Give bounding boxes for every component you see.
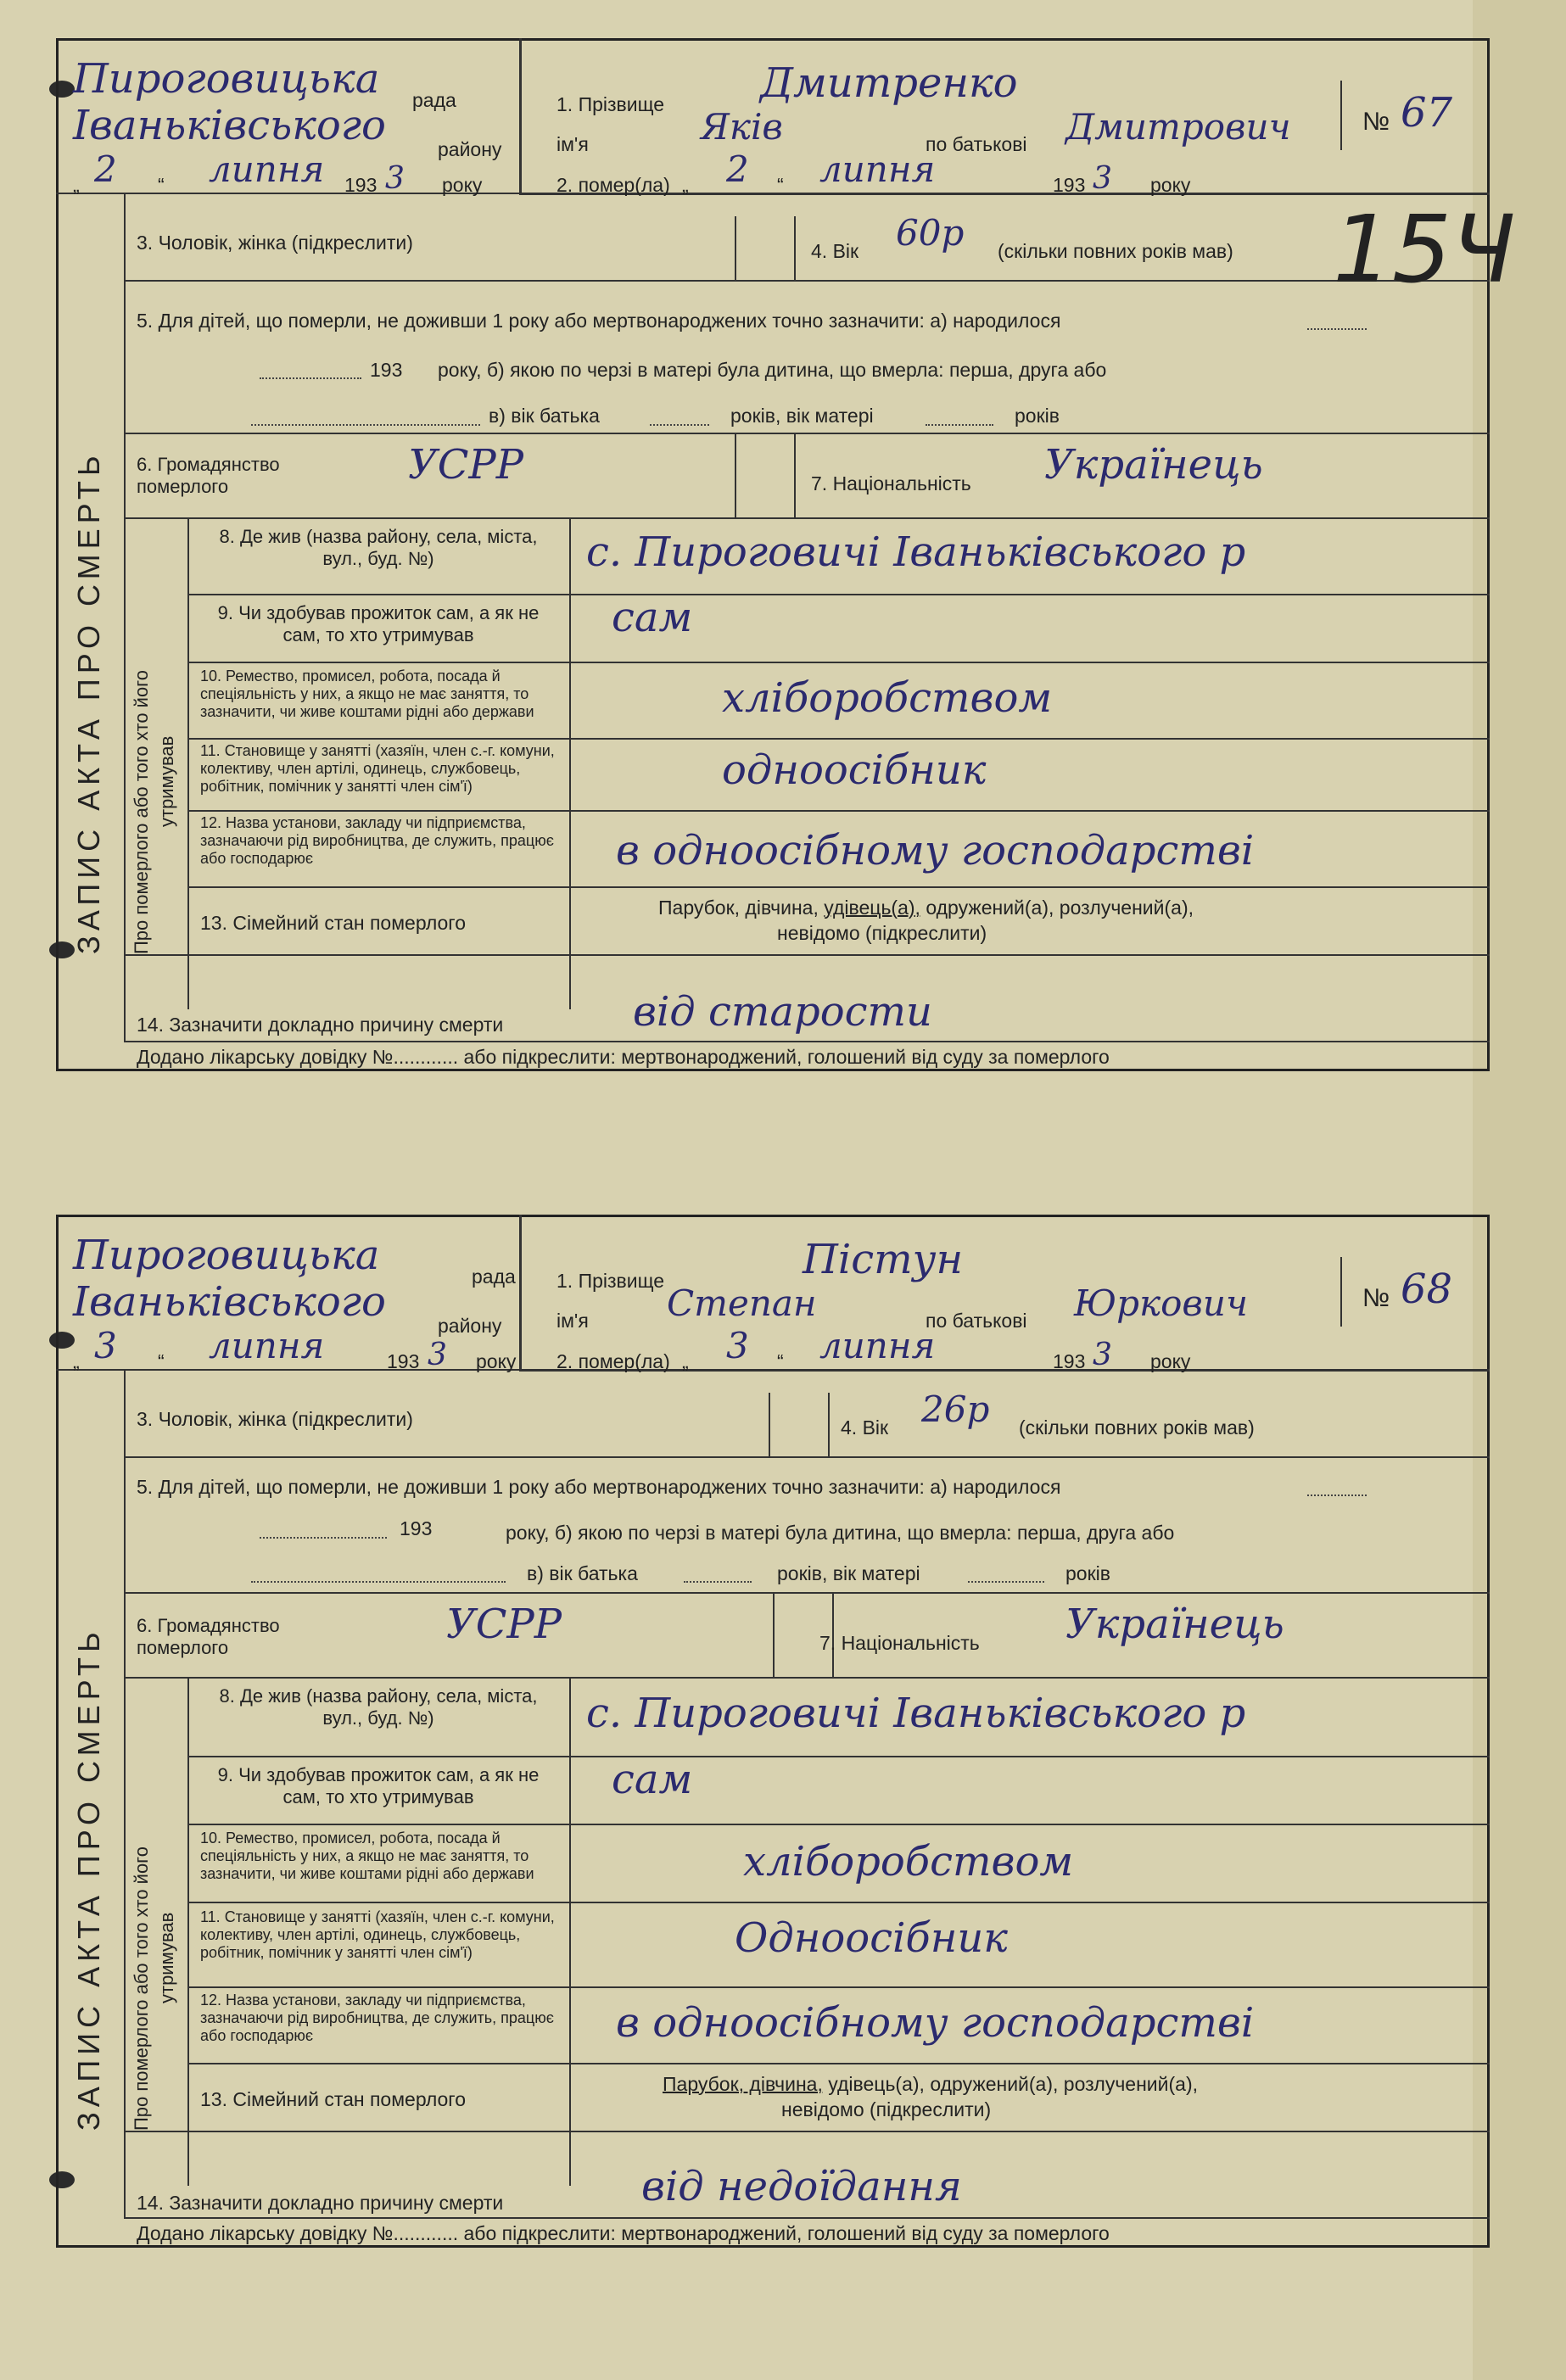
surname-value: Пістун (803, 1236, 964, 1283)
margin-note: 15Ч (1333, 195, 1516, 304)
death-year-digit: 3 (1093, 1338, 1112, 1372)
livelihood-value: сам (612, 594, 693, 641)
rayon-value: Іваньківського (73, 102, 386, 149)
status-value: одноосібник (722, 746, 987, 794)
day-value: 3 (94, 1325, 117, 1366)
side-title: ЗАПИС АКТА ПРО СМЕРТЬ (71, 450, 106, 954)
q7-label: 7. Національність (811, 472, 971, 494)
q5-line3-b: років, вік матері (777, 1562, 920, 1584)
q5-line2: року, б) якою по черзі в матері була дитина, що вмерла: перша, друга або (438, 359, 1107, 381)
q5-line3-b: років, вік матері (730, 405, 874, 427)
side-sub-2: утримував (156, 735, 177, 827)
q5-193: 193 (400, 1517, 433, 1539)
footer-label: Додано лікарську довідку №............ або підкреслити: мертвонароджений, голошений від суду за померлого (137, 1046, 1110, 1068)
side-sub-1: Про померлого або того хто його (131, 1846, 152, 2131)
number-label: № (1362, 108, 1390, 136)
death-day-value: 3 (726, 1325, 749, 1366)
q5-193: 193 (370, 359, 403, 381)
q5-line3-c: років (1065, 1562, 1110, 1584)
q5-line1: 5. Для дітей, що померли, не доживши 1 року або мертвонароджених точно зазначити: а) народилося (137, 310, 1061, 332)
q6-label: 6. Громадянство померлого (137, 1615, 280, 1658)
day-value: 2 (94, 148, 117, 190)
q13-selected-option: Парубок, дівчина, (663, 2073, 823, 2095)
citizenship-value: УСРР (446, 1601, 562, 1648)
q4-suffix: (скільки повних років мав) (998, 240, 1233, 262)
cause-value: від недоїдання (641, 2163, 962, 2210)
nationality-value: Українець (1044, 441, 1263, 489)
q3-label: 3. Чоловік, жінка (підкреслити) (137, 1408, 413, 1430)
name-label: ім'я (556, 133, 589, 155)
q5-line3-c: років (1015, 405, 1060, 427)
age-value: 26р (921, 1388, 990, 1430)
q11-label: 11. Становище у занятті (хазяїн, член с.-г. комуни, колективу, член артілі, одинець, службовець, робітник, помічник у занятті член сім'ї) (200, 1908, 555, 1961)
q13-note: невідомо (підкреслити) (781, 2098, 992, 2120)
residence-value: с. Пироговичі Іваньківського р (586, 1690, 1246, 1737)
q5-line1: 5. Для дітей, що померли, не доживши 1 року або мертвонароджених точно зазначити: а) народилося (137, 1476, 1061, 1498)
q5-line3-a: в) вік батька (489, 405, 600, 427)
rayon-label: району (438, 1315, 502, 1337)
number-label: № (1362, 1284, 1390, 1312)
side-title: ЗАПИС АКТА ПРО СМЕРТЬ (71, 1627, 106, 2131)
rayon-label: району (438, 138, 502, 160)
death-date-label: 2. помер(ла) (556, 174, 670, 196)
q13-label: 13. Сімейний стан померлого (200, 912, 466, 934)
q13-label: 13. Сімейний стан померлого (200, 2088, 466, 2110)
q13-note: невідомо (підкреслити) (777, 922, 987, 944)
side-sub-2: утримував (156, 1912, 177, 2003)
occupation-value: хліборобством (743, 1838, 1074, 1886)
q12-label: 12. Назва установи, закладу чи підприємства, зазначаючи рід виробництва, де служить, працює або господарює (200, 814, 554, 867)
surname-value: Дмитренко (760, 59, 1018, 107)
name-label: ім'я (556, 1310, 589, 1332)
q7-label: 7. Національність (819, 1632, 980, 1654)
death-year-digit: 3 (1093, 161, 1112, 196)
year-prefix: 193 (387, 1350, 420, 1372)
age-value: 60р (896, 212, 965, 254)
q3-label: 3. Чоловік, жінка (підкреслити) (137, 232, 413, 254)
record-number: 68 (1401, 1265, 1453, 1313)
year-prefix: 193 (344, 174, 378, 196)
patronymic-value: Дмитрович (1065, 106, 1291, 148)
month-value: липня (209, 148, 325, 190)
patronymic-label: по батькові (926, 1310, 1027, 1332)
surname-label: 1. Прізвище (556, 93, 665, 115)
nationality-value: Українець (1065, 1601, 1284, 1648)
q6-label: 6. Громадянство померлого (137, 454, 280, 497)
month-value: липня (209, 1325, 325, 1366)
death-roku-label: року (1150, 174, 1191, 196)
footer-label: Додано лікарську довідку №............ або підкреслити: мертвонароджений, голошений від суду за померлого (137, 2222, 1110, 2244)
q12-label: 12. Назва установи, закладу чи підприємства, зазначаючи рід виробництва, де служить, працює або господарює (200, 1992, 554, 2044)
rayon-value: Іваньківського (73, 1278, 386, 1326)
death-day-value: 2 (726, 148, 749, 190)
death-record-form-1: Пироговицька рада Іваньківського району „ 2 “ липня 193 3 року 1. Прізвище Дмитренко ім'я Яків по батькові Дмитрович 2. помер(ла) „ 2 “ липня 193 3 року № 67 3. Чоловік, жінка (підкреслити) 4. Вік 60р (скільки повних років мав) 15Ч 5. Для дітей, що померли, не доживши 1 року або мертвонароджених точно зазначити: а) народилося 193 року, б) якою по черзі в матері була дитина, що вмерла: перша, друга або в) вік батька років, вік матері років 6. Громадянство померлого УСРР 7. Національність Українець 8. Де жив (назва району, села, міста, вул., буд. №) с. Пироговичі Іваньківського р 9. Чи здобував прожиток сам, а як не сам, то хто утримував сам 10. Ремество, промисел, робота, посада й спеціяльність у них, а якщо не має заняття, то зазначити, чи живе коштами рідні або держави хліборобством 11. Становище у занятті (хазяїн, член с.-г. комуни, колективу, член артілі, одинець, службовець, робітник, помічник у занятті член сім'ї) одноосібник 12. Назва установи, закладу чи підприємства, зазначаючи рід виробництва, де служить, працює або господарює в одноосібному господарстві 13. Сімейний стан померлого Парубок, дівчина, удівець(а), одружений(а), розлучений(а), невідомо (підкреслити) 14. Зазначити докладно причину смерти від старости Додано лікарську довідку №............ або підкреслити: мертвонароджений, голошений від суду за померлого ЗАПИС АКТА ПРО СМЕРТЬ Про померлого або того хто його утримував (56, 38, 1490, 1071)
q10-label: 10. Ремество, промисел, робота, посада й спеціяльність у них, а якщо не має заняття, то зазначити, чи живе коштами рідні або держави (200, 1830, 534, 1882)
year-digit: 3 (385, 161, 405, 196)
death-date-label: 2. помер(ла) (556, 1350, 670, 1372)
rada-value: Пироговицька (73, 1232, 380, 1279)
q14-label: 14. Зазначити докладно причину смерти (137, 1014, 504, 1036)
roku-label: року (476, 1350, 517, 1372)
q4-label: 4. Вік (811, 240, 859, 262)
rada-label: рада (472, 1265, 516, 1288)
death-record-form-2: Пироговицька рада Іваньківського району „ 3 “ липня 193 3 року 1. Прізвище Пістун ім'я Степан по батькові Юркович 2. помер(ла) „ 3 “ липня 193 3 року № 68 3. Чоловік, жінка (підкреслити) 4. Вік 26р (скільки повних років мав) 5. Для дітей, що померли, не доживши 1 року або мертвонароджених точно зазначити: а) народилося 193 року, б) якою по черзі в матері була дитина, що вмерла: перша, друга або в) вік батька років, вік матері років 6. Громадянство померлого УСРР 7. Національність Українець 8. Де жив (назва району, села, міста, вул., буд. №) с. Пироговичі Іваньківського р 9. Чи здобував прожиток сам, а як не сам, то хто утримував сам 10. Ремество, промисел, робота, посада й спеціяльність у них, а якщо не має заняття, то зазначити, чи живе коштами рідні або держави хліборобством 11. Становище у занятті (хазяїн, член с.-г. комуни, колективу, член артілі, одинець, службовець, робітник, помічник у занятті член сім'ї) Одноосібник 12. Назва установи, закладу чи підприємства, зазначаючи рід виробництва, де служить, працює або господарює в одноосібному господарстві 13. Сімейний стан померлого Парубок, дівчина, удівець(а), одружений(а), розлучений(а), невідомо (підкреслити) 14. Зазначити докладно причину смерти від недоїдання Додано лікарську довідку №............ або підкреслити: мертвонароджений, голошений від суду за померлого ЗАПИС АКТА ПРО СМЕРТЬ Про померлого або того хто його утримував (56, 1215, 1490, 2248)
q13-options: Парубок, дівчина, удівець(а), одружений(а), розлучений(а), (663, 2073, 1198, 2095)
livelihood-value: сам (612, 1756, 693, 1803)
status-value: Одноосібник (735, 1914, 1008, 1962)
q4-suffix: (скільки повних років мав) (1019, 1416, 1255, 1439)
residence-value: с. Пироговичі Іваньківського р (586, 528, 1246, 576)
q13-selected-option: удівець(а), (824, 897, 920, 919)
workplace-value: в одноосібному господарстві (616, 1999, 1255, 2047)
citizenship-value: УСРР (408, 441, 524, 489)
patronymic-label: по батькові (926, 133, 1027, 155)
q11-label: 11. Становище у занятті (хазяїн, член с.-г. комуни, колективу, член артілі, одинець, службовець, робітник, помічник у занятті член сім'ї) (200, 742, 555, 795)
q4-label: 4. Вік (841, 1416, 889, 1439)
name-value: Степан (667, 1282, 817, 1324)
side-sub-1: Про померлого або того хто його (131, 670, 152, 954)
workplace-value: в одноосібному господарстві (616, 827, 1255, 874)
roku-label: року (442, 174, 483, 196)
rada-value: Пироговицька (73, 55, 380, 103)
q10-label: 10. Ремество, промисел, робота, посада й спеціяльність у них, а якщо не має заняття, то зазначити, чи живе коштами рідні або держави (200, 668, 534, 720)
death-roku-label: року (1150, 1350, 1191, 1372)
death-month-value: липня (819, 1325, 936, 1366)
surname-label: 1. Прізвище (556, 1270, 665, 1292)
q5-line3-a: в) вік батька (527, 1562, 638, 1584)
death-year-prefix: 193 (1053, 174, 1086, 196)
q8-label: 8. Де жив (назва району, села, міста, вул., буд. №) (219, 526, 538, 569)
name-value: Яків (701, 106, 783, 148)
q14-label: 14. Зазначити докладно причину смерти (137, 2192, 504, 2214)
cause-value: від старости (633, 988, 932, 1036)
occupation-value: хліборобством (722, 674, 1053, 722)
record-number: 67 (1401, 89, 1453, 137)
q9-label: 9. Чи здобував прожиток сам, а як не сам, то хто утримував (217, 1764, 540, 1807)
death-year-prefix: 193 (1053, 1350, 1086, 1372)
q9-label: 9. Чи здобував прожиток сам, а як не сам, то хто утримував (217, 602, 540, 645)
q5-line2: року, б) якою по черзі в матері була дитина, що вмерла: перша, друга або (506, 1522, 1175, 1544)
rada-label: рада (412, 89, 456, 111)
q8-label: 8. Де жив (назва району, села, міста, вул., буд. №) (219, 1685, 538, 1729)
year-digit: 3 (428, 1338, 447, 1372)
q13-options: Парубок, дівчина, удівець(а), одружений(а), розлучений(а), (658, 897, 1194, 919)
patronymic-value: Юркович (1074, 1282, 1248, 1324)
death-month-value: липня (819, 148, 936, 190)
